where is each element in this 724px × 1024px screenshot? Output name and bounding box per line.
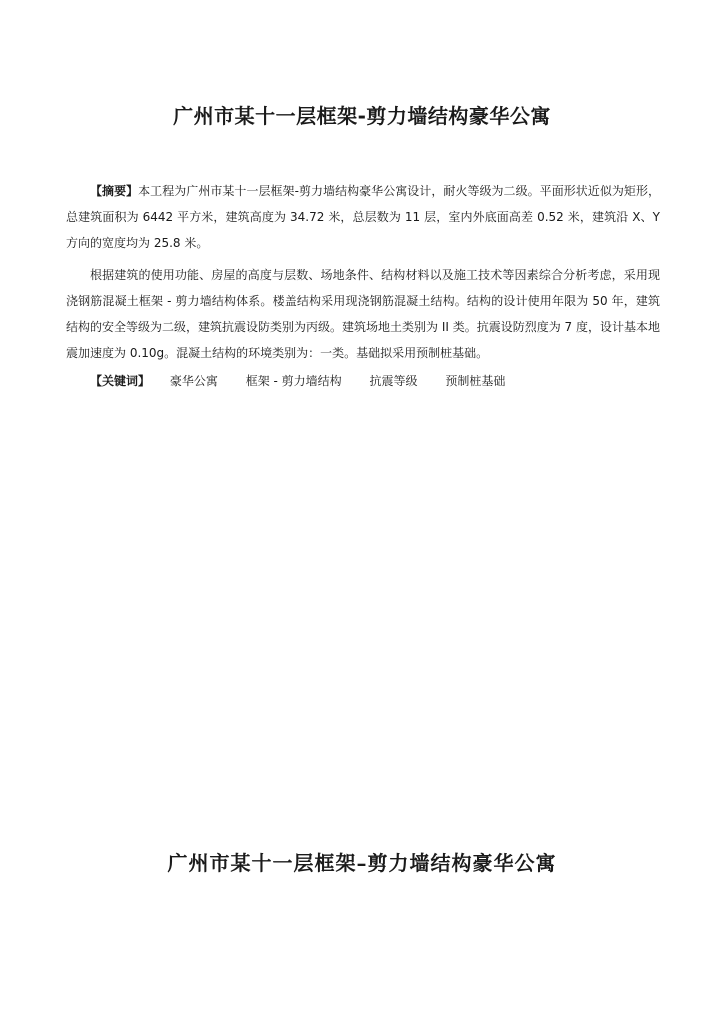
page-title: 广州市某十一层框架-剪力墙结构豪华公寓: [173, 104, 551, 128]
keyword-item: 预制桩基础: [445, 374, 506, 388]
keyword-item: 豪华公寓: [169, 374, 218, 388]
abstract-paragraph: [66, 178, 660, 256]
keyword-item: 框架 - 剪力墙结构: [245, 374, 342, 388]
abstract-text: 本工程为广州市某十一层框架-剪力墙结构豪华公寓设计，耐火等级为二级。平面形状近似为矩形，总建筑面积为 6442 平方米，建筑高度为 34.72 米，总层数为 11 层，室内外底面高差 0.52 米，建筑沿 X、Y 方向的宽度均为 25.8 米。: [66, 184, 660, 250]
keyword-item: 抗震等级: [369, 374, 418, 388]
repeated-title: 广州市某十一层框架–剪力墙结构豪华公寓: [167, 851, 557, 875]
keywords-label: 【关键词】: [90, 374, 151, 388]
body-paragraph: 根据建筑的使用功能、房屋的高度与层数、场地条件、结构材料以及施工技术等因素综合分析考虑，采用现浇钢筋混凝土框架 - 剪力墙结构体系。楼盖结构采用现浇钢筋混凝土结构。结构的设计使用年限为 50 年，建筑结构的安全等级为二级，建筑抗震设防类别为丙级。建筑场地土类别为 II 类。抗震设防烈度为 7 度，设计基本地震加速度为 0.10g。混凝土结构的环境类别为：一类。基础拟采用预制桩基础。: [66, 268, 660, 360]
keywords-line: [90, 368, 529, 394]
abstract-label: 【摘要】: [90, 184, 139, 198]
